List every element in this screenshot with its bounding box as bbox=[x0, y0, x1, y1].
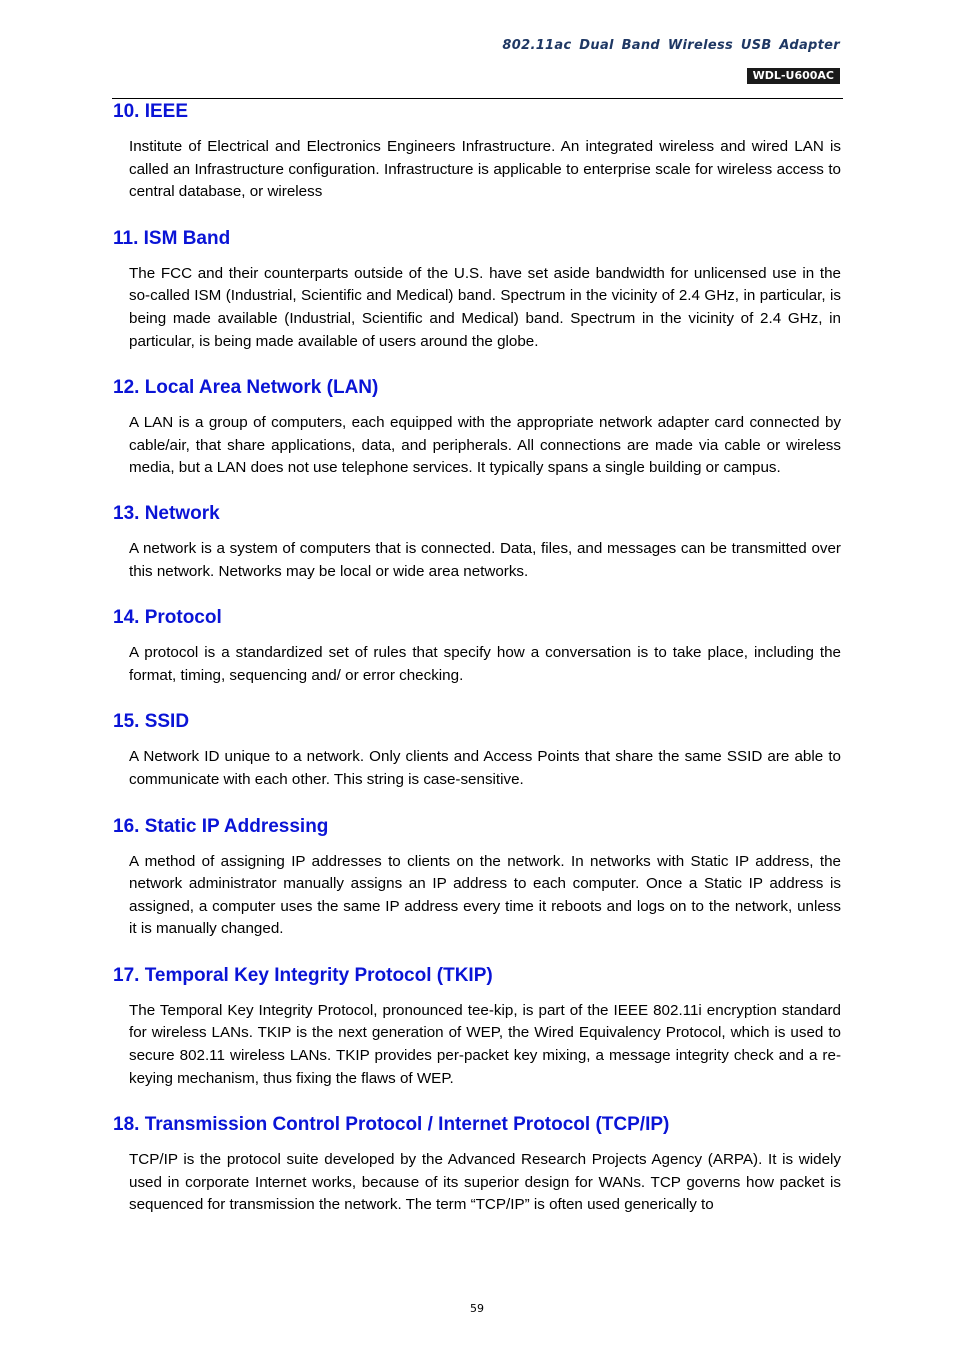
section-body: A method of assigning IP addresses to clients on the network. In networks with Static IP address, the network administrator manually assigns an IP address to each computer. Once a Static IP address is assigned, a computer uses the same IP address every time it reboots and logs on to the network, unless it is manually changed. bbox=[129, 852, 841, 938]
section-heading: 12. Local Area Network (LAN) bbox=[113, 377, 379, 399]
section-body: A protocol is a standardized set of rules that specify how a conversation is to take place, including the format, timing, sequencing and/ or error checking. bbox=[129, 644, 841, 684]
section-static-ip bbox=[113, 815, 841, 941]
section-body: The FCC and their counterparts outside of the U.S. have set aside bandwidth for unlicensed use in the so-called ISM (Industrial, Scientific and Medical) band. Spectrum in the vicinity of 2.4 GHz, in particular, is being made available (Industrial, Scientific and Medical) band. Spectrum in the vicinity of 2.4 GHz, in particular, is being made available of users around the globe. bbox=[129, 264, 841, 350]
section-body: TCP/IP is the protocol suite developed by the Advanced Research Projects Agency (ARPA). It is widely used in corporate Internet works, because of its superior design for WANs. TCP governs how packet is sequenced for transmission the network. The term “TCP/IP” is often used generically to bbox=[129, 1151, 841, 1214]
section-body: A LAN is a group of computers, each equipped with the appropriate network adapter card connected by cable/air, that share applications, data, and peripherals. All connections are made via cable or wireless media, but a LAN does not use telephone services. It typically spans a single building or campus. bbox=[129, 414, 841, 477]
section-protocol bbox=[113, 606, 841, 687]
section-ssid bbox=[113, 710, 841, 791]
section-heading: 13. Network bbox=[113, 502, 220, 524]
section-heading: 17. Temporal Key Integrity Protocol (TKIP) bbox=[113, 964, 493, 986]
header-divider bbox=[112, 98, 843, 99]
section-lan bbox=[113, 376, 841, 480]
section-heading: 18. Transmission Control Protocol / Internet Protocol (TCP/IP) bbox=[113, 1114, 670, 1136]
section-tcp-ip bbox=[113, 1113, 841, 1217]
section-heading: 10. IEEE bbox=[113, 101, 188, 122]
section-ism-band bbox=[113, 227, 841, 353]
section-network bbox=[113, 502, 841, 583]
section-body: A network is a system of computers that is connected. Data, files, and messages can be transmitted over this network. Networks may be local or wide area networks. bbox=[129, 539, 841, 580]
page-number: 59 bbox=[470, 1302, 484, 1315]
section-heading: 11. ISM Band bbox=[113, 227, 231, 249]
section-body: Institute of Electrical and Electronics Engineers Infrastructure. An integrated wireless and wired LAN is called an Infrastructure configuration. Infrastructure is applicable to enterprise scale for wireless access to central database, or wireless bbox=[129, 138, 841, 201]
section-heading: 15. SSID bbox=[113, 711, 190, 733]
section-heading: 16. Static IP Addressing bbox=[113, 815, 329, 837]
section-tkip bbox=[113, 964, 841, 1090]
section-body: The Temporal Key Integrity Protocol, pronounced tee-kip, is part of the IEEE 802.11i encryption standard for wireless LANs. TKIP is the next generation of WEP, the Wired Equivalency Protocol, which is used to secure 802.11 wireless LANs. TKIP provides per-packet key mixing, a message integrity check and a re-keying mechanism, thus fixing the flaws of WEP. bbox=[129, 1001, 841, 1087]
glossary-content bbox=[113, 100, 841, 1217]
model-badge: WDL-U600AC bbox=[747, 68, 840, 84]
section-heading: 14. Protocol bbox=[113, 607, 222, 629]
section-body: A Network ID unique to a network. Only clients and Access Points that share the same SSID are able to communicate with each other. This string is case-sensitive. bbox=[129, 748, 841, 788]
section-ieee bbox=[113, 100, 841, 204]
document-header-title: 802.11ac Dual Band Wireless USB Adapter bbox=[502, 38, 840, 53]
